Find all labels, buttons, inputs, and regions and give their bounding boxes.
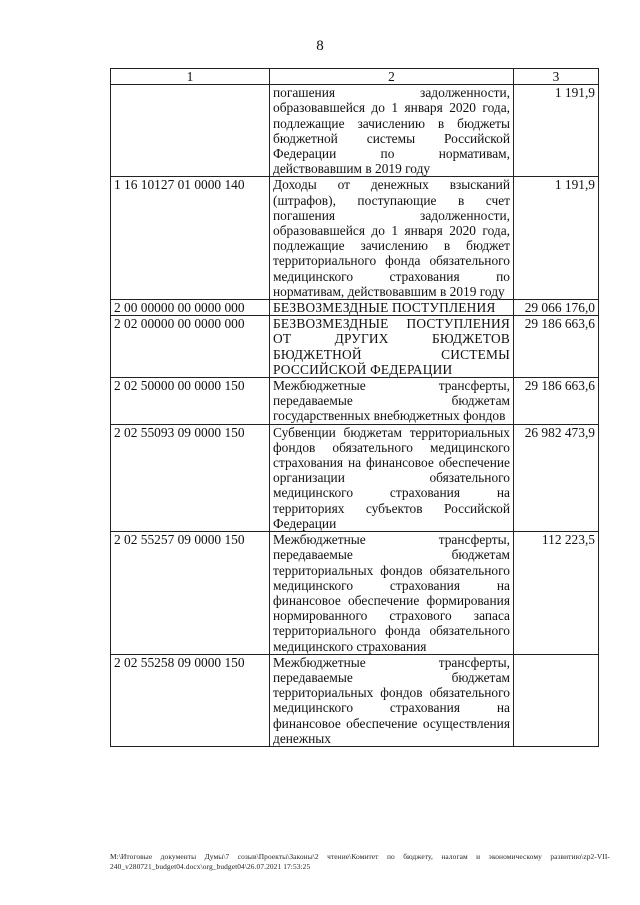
description-cell: БЕЗВОЗМЕЗДНЫЕ ПОСТУПЛЕНИЯ ОТ ДРУГИХ БЮДЖЕТОВ БЮДЖЕТНОЙ СИСТЕМЫ РОССИЙСКОЙ ФЕДЕРАЦИИ (270, 316, 514, 378)
budget-code-cell: 2 00 00000 00 0000 000 (111, 300, 270, 316)
amount-cell: 29 066 176,0 (514, 300, 599, 316)
amount-cell: 1 191,9 (514, 85, 599, 177)
description-cell: БЕЗВОЗМЕЗДНЫЕ ПОСТУПЛЕНИЯ (270, 300, 514, 316)
document-path-footer: M:\Итоговые документы Думы\7 созыв\Проекты\Законы\2 чтение\Комитет по бюджету, налогам и экономическому развитию\zp2-VII-240_v280721_budget04.docx\org_budget04\26.07.2021 17:53:25 (110, 852, 610, 871)
description-cell: погашения задолженности, образовавшейся до 1 января 2020 года, подлежащие зачислению в бюджеты бюджетной системы Российской Федерации по нормативам, действовавшим в 2019 году (270, 85, 514, 177)
table-header-row (111, 69, 599, 85)
table-row (111, 300, 599, 316)
description-cell: Доходы от денежных взысканий (штрафов), поступающие в счет погашения задолженности, образовавшейся до 1 января 2020 года, подлежащие зачислению в бюджет территориального фонда обязательного медицинского страхования по нормативам, действовавшим в 2019 году (270, 177, 514, 300)
column-header: 2 (270, 69, 514, 85)
budget-code-cell: 1 16 10127 01 0000 140 (111, 177, 270, 300)
budget-table (110, 68, 599, 747)
table-row (111, 532, 599, 655)
budget-code-cell: 2 02 50000 00 0000 150 (111, 378, 270, 425)
amount-cell (514, 654, 599, 746)
budget-code-cell: 2 02 00000 00 0000 000 (111, 316, 270, 378)
table-row (111, 316, 599, 378)
amount-cell: 1 191,9 (514, 177, 599, 300)
column-header: 1 (111, 69, 270, 85)
page-number: 8 (316, 38, 324, 54)
description-cell: Межбюджетные трансферты, передаваемые бюджетам территориальных фондов обязательного медицинского страхования на финансовое обеспечение формирования нормированного страхового запаса территориального фонда обязательного медицинского страхования (270, 532, 514, 655)
description-cell: Субвенции бюджетам территориальных фондов обязательного медицинского страхования на финансовое обеспечение организации обязательного медицинского страхования на территориях субъектов Российской Федерации (270, 424, 514, 531)
budget-code-cell: 2 02 55093 09 0000 150 (111, 424, 270, 531)
amount-cell: 29 186 663,6 (514, 378, 599, 425)
table-row (111, 177, 599, 300)
budget-code-cell: 2 02 55258 09 0000 150 (111, 654, 270, 746)
description-cell: Межбюджетные трансферты, передаваемые бюджетам территориальных фондов обязательного медицинского страхования на финансовое обеспечение осуществления денежных (270, 654, 514, 746)
table-row (111, 654, 599, 746)
table-row (111, 378, 599, 425)
amount-cell: 112 223,5 (514, 532, 599, 655)
amount-cell: 26 982 473,9 (514, 424, 599, 531)
description-cell: Межбюджетные трансферты, передаваемые бюджетам государственных внебюджетных фондов (270, 378, 514, 425)
amount-cell: 29 186 663,6 (514, 316, 599, 378)
table-row (111, 424, 599, 531)
budget-code-cell (111, 85, 270, 177)
column-header: 3 (514, 69, 599, 85)
budget-code-cell: 2 02 55257 09 0000 150 (111, 532, 270, 655)
table-row (111, 85, 599, 177)
